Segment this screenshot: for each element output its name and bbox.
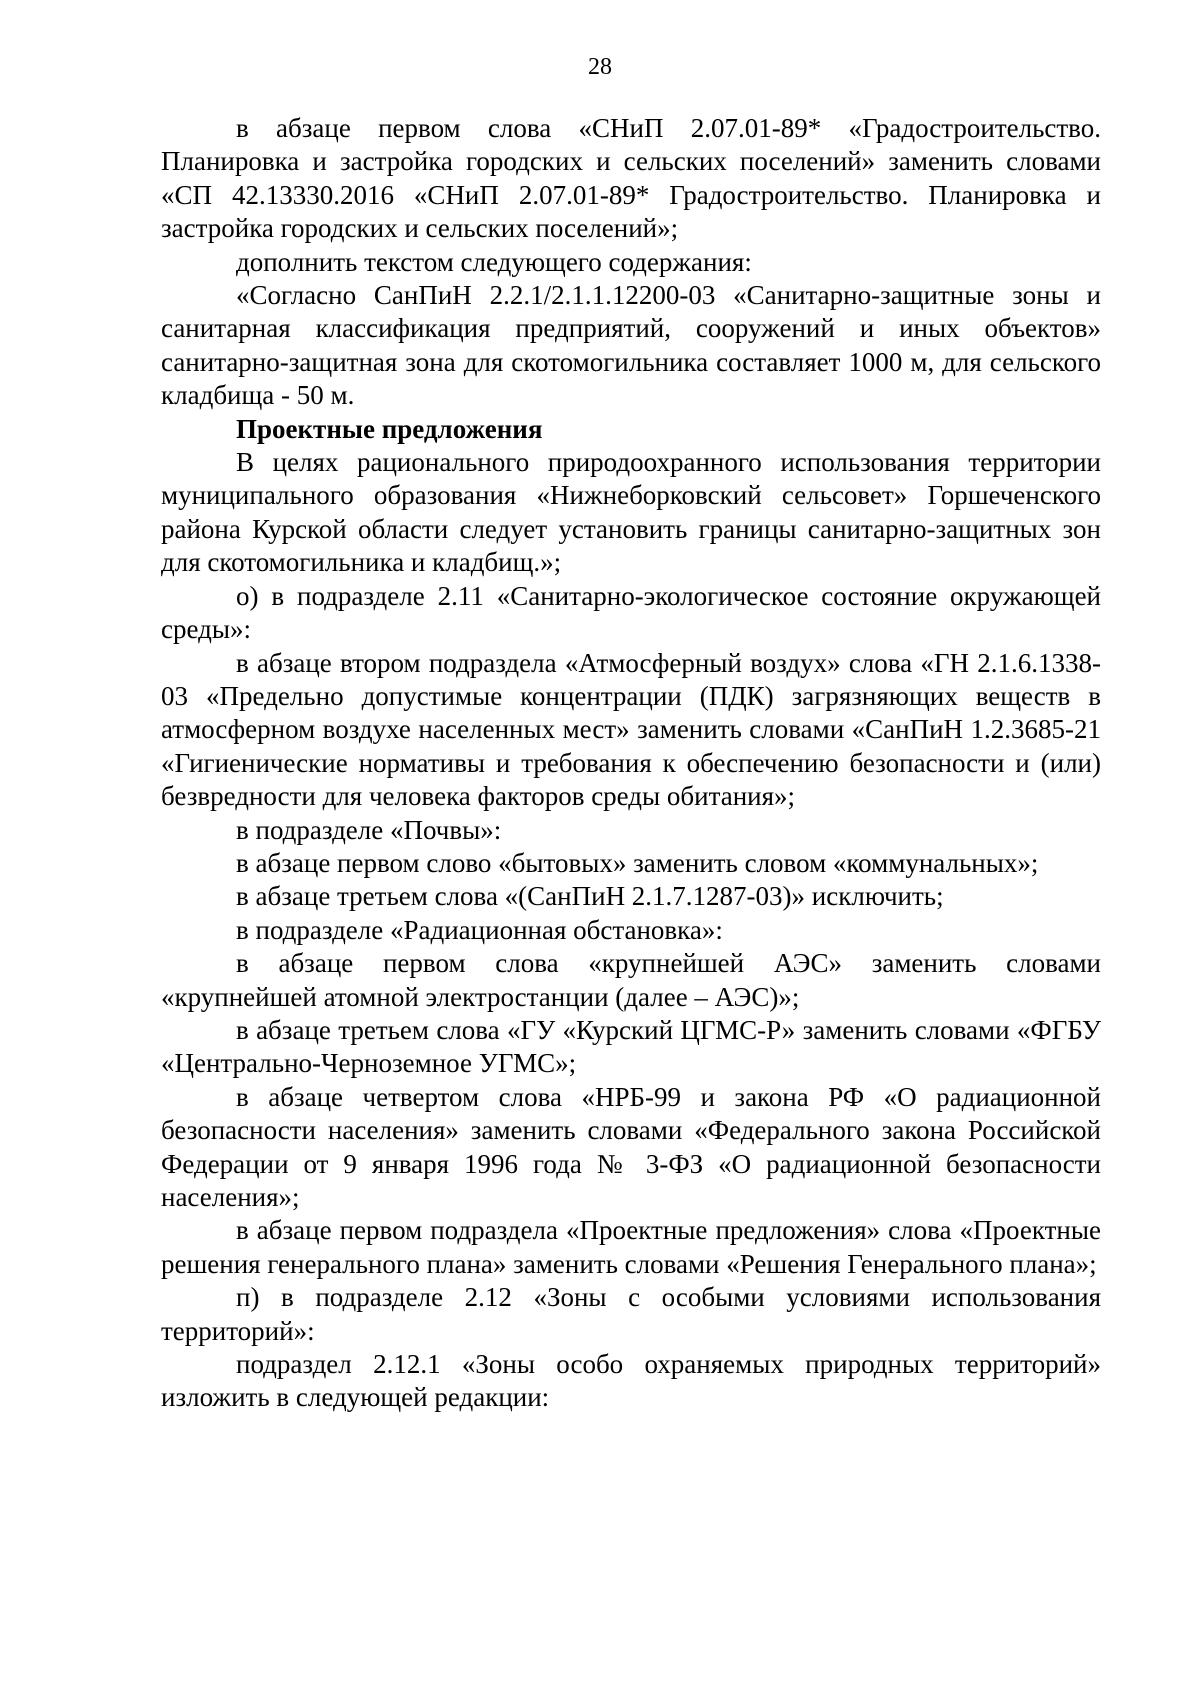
paragraph: подраздел 2.12.1 «Зоны особо охраняемых природных территорий» изложить в следующей редакции: <box>161 1349 1101 1413</box>
paragraph: п) в подразделе 2.12 «Зоны с особыми условиями использования территорий»: <box>161 1282 1101 1346</box>
paragraph: в абзаце первом слово «бытовых» заменить словом «коммунальных»; <box>236 847 1039 878</box>
paragraph: в абзаце третьем слова «(СанПиН 2.1.7.1287-03)» исключить; <box>236 881 944 912</box>
paragraph: в абзаце третьем слова «ГУ «Курский ЦГМС-Р» заменить словами «ФГБУ «Центрально-Черноземное УГМС»; <box>161 1014 1101 1079</box>
paragraph: в абзаце первом слова «СНиП 2.07.01-89* «Градостроительство. Планировка и застройка городских и сельских поселений» заменить словами «СП 42.13330.2016 «СНиП 2.07.01-89* Градостроительство. Планировка и застройка городских и сельских поселений»; <box>161 113 1101 244</box>
section-heading: Проектные предложения <box>236 413 543 444</box>
paragraph: в абзаце первом слова «крупнейшей АЭС» заменить словами «крупнейшей атомной электростанции (далее – АЭС)»; <box>161 948 1101 1012</box>
paragraph: «Согласно СанПиН 2.2.1/2.1.1.12200-03 «Санитарно-защитные зоны и санитарная классификация предприятий, сооружений и иных объектов» санитарно-защитная зона для скотомогильника составляет 1000 м, для сельского кладбища - 50 м. <box>161 280 1101 411</box>
page-number: 28 <box>588 54 612 80</box>
paragraph: в абзаце четвертом слова «НРБ-99 и закона РФ «О радиационной безопасности населения» заменить словами «Федерального закона Российской Федерации от 9 января 1996 года № 3-ФЗ «О радиационной безопасности населения»; <box>161 1081 1101 1212</box>
paragraph: в подразделе «Почвы»: <box>236 814 502 845</box>
paragraph: В целях рационального природоохранного использования территории муниципального образования «Нижнеборковский сельсовет» Горшеченского района Курской области следует установить границы санитарно-защитных зон для скотомогильника и кладбищ.»; <box>161 447 1101 578</box>
paragraph: в абзаце первом подраздела «Проектные предложения» слова «Проектные решения генерального плана» заменить словами «Решения Генерального плана»; <box>161 1215 1101 1279</box>
paragraph: дополнить текстом следующего содержания: <box>236 246 752 277</box>
paragraph: в абзаце втором подраздела «Атмосферный воздух» слова «ГН 2.1.6.1338-03 «Предельно допустимые концентрации (ПДК) загрязняющих веществ в атмосферном воздухе населенных мест» заменить словами «СанПиН 1.2.3685-21 «Гигиенические нормативы и требования к обеспечению безопасности и (или) безвредности для человека факторов среды обитания»; <box>161 647 1101 812</box>
paragraph: о) в подразделе 2.11 «Санитарно-экологическое состояние окружающей среды»: <box>161 580 1101 645</box>
document-body <box>161 112 1101 1415</box>
paragraph: в подразделе «Радиационная обстановка»: <box>236 914 723 945</box>
